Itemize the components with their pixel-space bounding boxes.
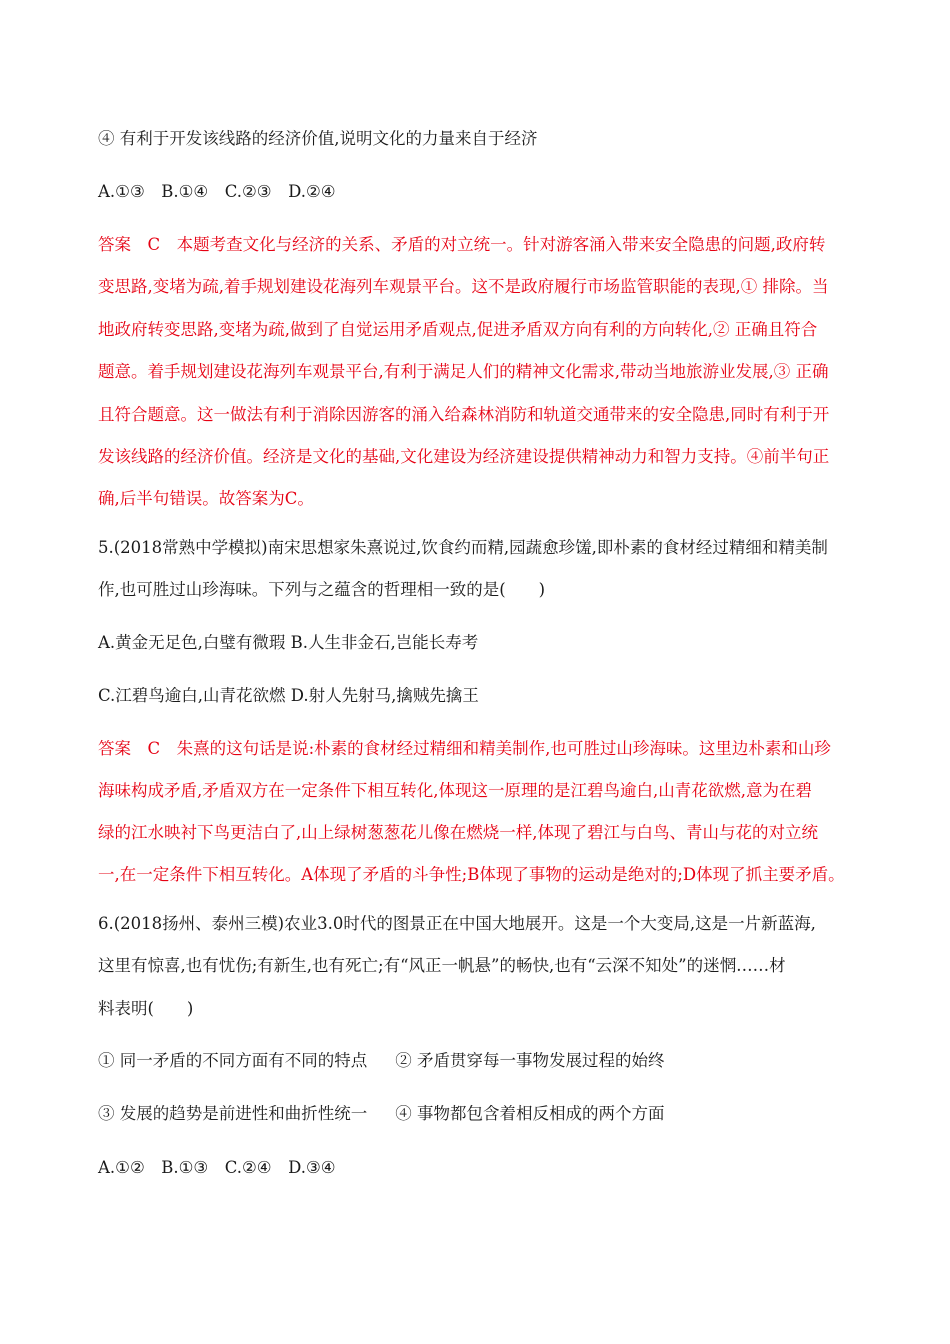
answer-5-line: 一,在一定条件下相互转化。A体现了矛盾的斗争性;B体现了事物的运动是绝对的;D体现了抓主要矛盾。 bbox=[98, 865, 845, 884]
q4-option-4: ④ 有利于开发该线路的经济价值,说明文化的力量来自于经济 bbox=[98, 129, 538, 148]
q6-options-row-1 bbox=[98, 1049, 858, 1073]
answer-4-line: 题意。着手规划建设花海列车观景平台,有利于满足人们的精神文化需求,带动当地旅游业发展,③ 正确 bbox=[98, 362, 829, 381]
q6-option-2: ② 矛盾贯穿每一事物发展过程的始终 bbox=[395, 1051, 665, 1070]
answer-5-line: 答案 C 朱熹的这句话是说:朴素的食材经过精细和精美制作,也可胜过山珍海味。这里边朴素和山珍 bbox=[98, 739, 831, 758]
q6-option-1: ① 同一矛盾的不同方面有不同的特点 bbox=[98, 1051, 368, 1070]
q5-options-ab: A.黄金无足色,白璧有微瑕 B.人生非金石,岂能长寿考 bbox=[98, 633, 479, 652]
answer-4-line: 地政府转变思路,变堵为疏,做到了自觉运用矛盾观点,促进矛盾双方向有利的方向转化,② 正确且符合 bbox=[98, 320, 818, 339]
answer-4-line: 且符合题意。这一做法有利于消除因游客的涌入给森林消防和轨道交通带来的安全隐患,同时有利于开 bbox=[98, 405, 830, 424]
q6-stem-line: 6.(2018扬州、泰州三模)农业3.0时代的图景正在中国大地展开。这是一个大变局,这是一片新蓝海, bbox=[98, 914, 816, 933]
answer-4-line: 发该线路的经济价值。经济是文化的基础,文化建设为经济建设提供精神动力和智力支持。④前半句正 bbox=[98, 447, 830, 466]
q6-stem-line: 这里有惊喜,也有忧伤;有新生,也有死亡;有“风正一帆悬”的畅快,也有“云深不知处”的迷惘……材 bbox=[98, 956, 786, 975]
answer-4-line: 变思路,变堵为疏,着手规划建设花海列车观景平台。这不是政府履行市场监管职能的表现,① 排除。当 bbox=[98, 277, 829, 296]
q5-options-cd: C.江碧鸟逾白,山青花欲燃 D.射人先射马,擒贼先擒王 bbox=[98, 686, 479, 705]
q5-stem-line: 作,也可胜过山珍海味。下列与之蕴含的哲理相一致的是( ) bbox=[98, 580, 546, 599]
answer-4-line: 确,后半句错误。故答案为C。 bbox=[98, 489, 314, 508]
answer-5-line: 海味构成矛盾,矛盾双方在一定条件下相互转化,体现这一原理的是江碧鸟逾白,山青花欲燃,意为在碧 bbox=[98, 781, 812, 800]
q6-stem-line: 料表明( ) bbox=[98, 999, 194, 1018]
answer-4-line: 答案 C 本题考查文化与经济的关系、矛盾的对立统一。针对游客涌入带来安全隐患的问题,政府转 bbox=[98, 235, 826, 254]
q5-stem-line: 5.(2018常熟中学模拟)南宋思想家朱熹说过,饮食约而精,园蔬愈珍馐,即朴素的食材经过精细和精美制 bbox=[98, 538, 828, 557]
q6-option-3: ③ 发展的趋势是前进性和曲折性统一 bbox=[98, 1104, 368, 1123]
q6-option-4: ④ 事物都包含着相反相成的两个方面 bbox=[395, 1104, 665, 1123]
answer-5-line: 绿的江水映衬下鸟更洁白了,山上绿树葱葱花儿像在燃烧一样,体现了碧江与白鸟、青山与花的对立统 bbox=[98, 823, 818, 842]
q6-options-row-2 bbox=[98, 1102, 858, 1126]
q6-choices: A.①② B.①③ C.②④ D.③④ bbox=[98, 1158, 336, 1177]
q4-choices: A.①③ B.①④ C.②③ D.②④ bbox=[98, 182, 336, 201]
